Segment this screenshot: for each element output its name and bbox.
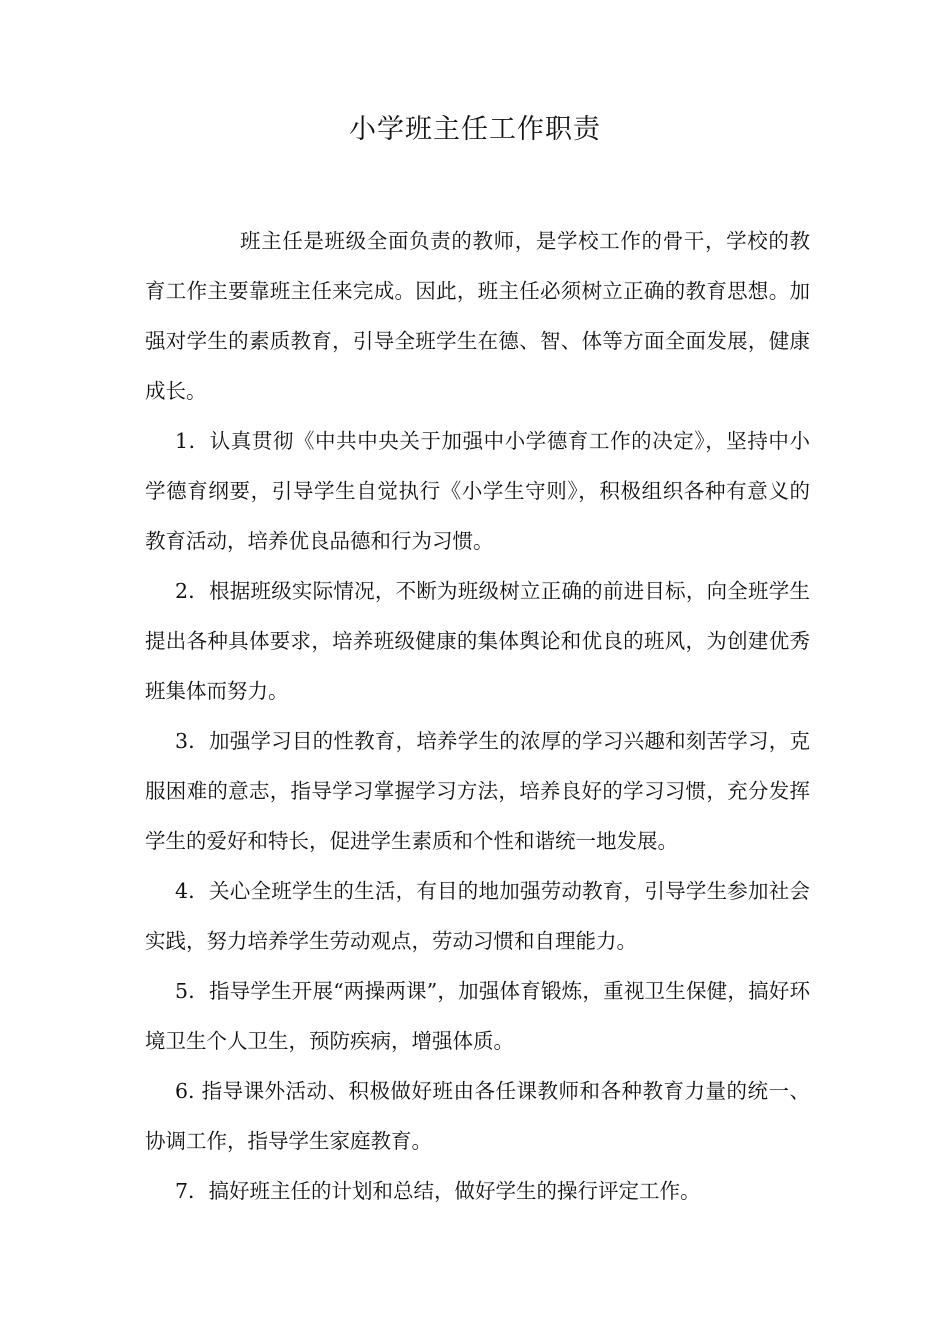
duty-item-2: 2．根据班级实际情况，不断为班级树立正确的前进目标，向全班学生提出各种具体要求，培养班级健康的集体舆论和优良的班风，为创建优秀班集体而努力。 xyxy=(145,579,810,703)
duty-item-4: 4．关心全班学生的生活，有目的地加强劳动教育，引导学生参加社会实践，努力培养学生劳动观点，劳动习惯和自理能力。 xyxy=(145,879,810,953)
duty-item-3: 3．加强学习目的性教育，培养学生的浓厚的学习兴趣和刻苦学习，克服困难的意志，指导学习掌握学习方法，培养良好的学习习惯，充分发挥学生的爱好和特长，促进学生素质和个性和谐统一地发展。 xyxy=(145,729,810,853)
document-title: 小学班主任工作职责 xyxy=(349,114,601,145)
intro-paragraph: 班主任是班级全面负责的教师，是学校工作的骨干，学校的教育工作主要靠班主任来完成。因此，班主任必须树立正确的教育思想。加强对学生的素质教育，引导全班学生在德、智、体等方面全面发展，健康成长。 xyxy=(145,229,810,403)
duty-item-7: 7．搞好班主任的计划和总结，做好学生的操行评定工作。 xyxy=(175,1179,701,1203)
duty-item-6: 6. 指导课外活动、积极做好班由各任课教师和各种教育力量的统一、协调工作，指导学生家庭教育。 xyxy=(145,1079,810,1153)
duty-item-5: 5．指导学生开展“两操两课”，加强体育锻炼，重视卫生保健，搞好环境卫生个人卫生，预防疾病，增强体质。 xyxy=(145,979,810,1053)
duty-item-1: 1．认真贯彻《中共中央关于加强中小学德育工作的决定》，坚持中小学德育纲要，引导学生自觉执行《小学生守则》，积极组织各种有意义的教育活动，培养优良品德和行为习惯。 xyxy=(145,429,810,553)
document-body xyxy=(145,216,810,1216)
